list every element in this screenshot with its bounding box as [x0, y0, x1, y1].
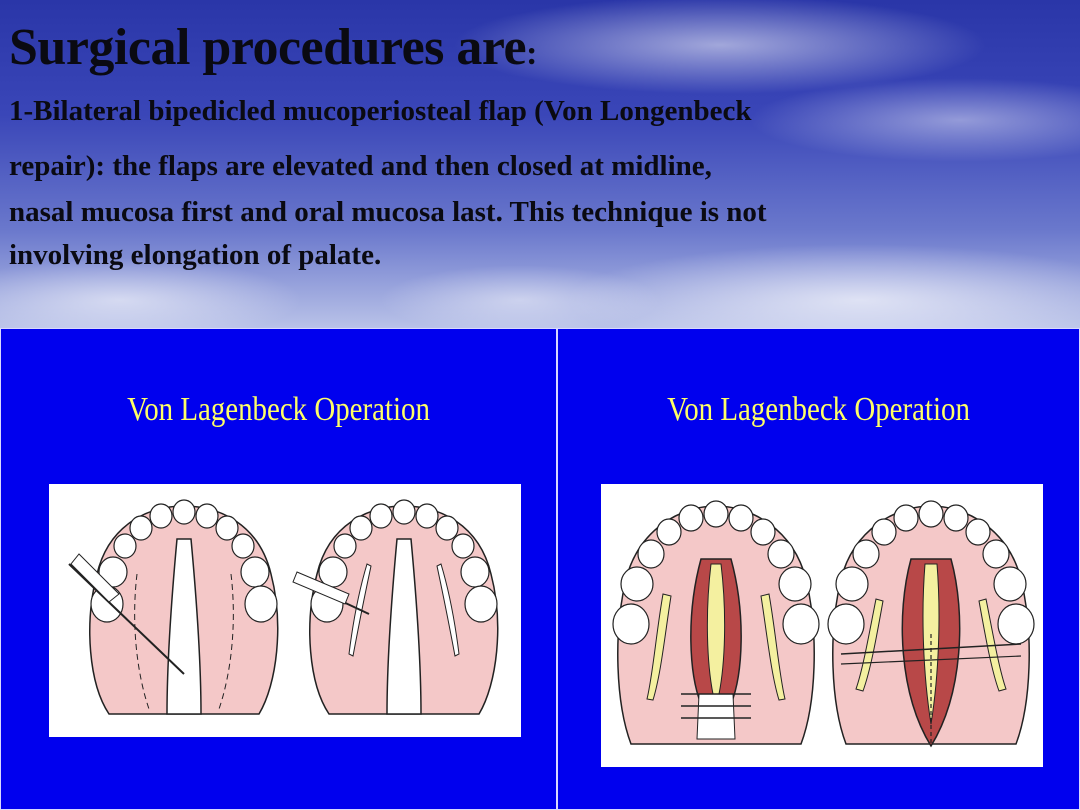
left-panel-title: Von Lagenbeck Operation	[127, 391, 430, 428]
slide-title-colon: :	[526, 35, 537, 72]
palate-closed-drawing	[828, 501, 1034, 746]
body-line-3: nasal mucosa first and oral mucosa last. This technique is not	[9, 196, 767, 228]
slide-title-text: Surgical procedures are	[9, 19, 527, 76]
palate-suturing-drawing	[613, 501, 819, 744]
slide-header	[0, 0, 1080, 328]
right-panel-title: Von Lagenbeck Operation	[667, 391, 970, 428]
body-line-1: 1-Bilateral bipedicled mucoperiosteal flap (Von Longenbeck	[9, 95, 752, 127]
left-figure-panel	[0, 328, 557, 810]
left-palate-illustration	[49, 484, 521, 737]
right-figure-panel	[557, 328, 1080, 810]
body-line-4: involving elongation of palate.	[9, 239, 382, 271]
slide-title	[9, 18, 537, 77]
body-line-2: repair): the flaps are elevated and then closed at midline,	[9, 150, 712, 182]
palate-incision-drawing	[69, 500, 278, 714]
palate-elevation-drawing	[293, 500, 498, 714]
right-palate-illustration	[601, 484, 1043, 767]
